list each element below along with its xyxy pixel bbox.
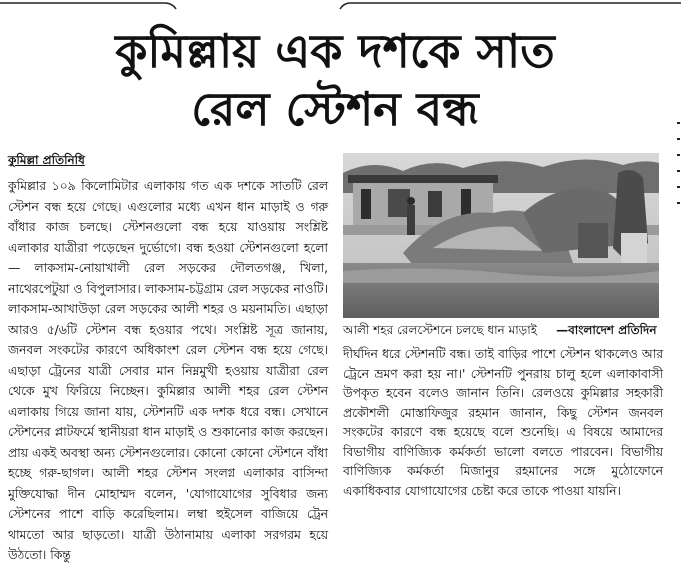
- page-edge-marks: [676, 122, 681, 482]
- article-headline: [20, 22, 650, 138]
- station-photo: [343, 153, 659, 318]
- caption-text: আলী শহর রেলস্টেশনে চলছে ধান মাড়াই: [343, 323, 537, 337]
- top-border-decoration: [0, 0, 681, 10]
- headline-line-2: রেল স্টেশন বন্ধ: [191, 82, 479, 136]
- headline-line-1: কুমিল্লায় এক দশকে সাত: [115, 24, 555, 78]
- caption-credit: —বাংলাদেশ প্রতিদিন: [556, 323, 657, 337]
- article-body-left: কুমিল্লার ১০৯ কিলোমিটার এলাকায় গত এক দশকে সাতটি রেল স্টেশন বন্ধ হয়ে গেছে। এগুলোর মধ্যে এখন ধান মাড়াই ও গরু বাঁধার কাজ চলছে। স্টেশনগুলো বন্ধ হয়ে যাওয়ায় সংশ্লিষ্ট এলাকার যাত্রীরা পড়েছেন দুর্ভোগে। বন্ধ হওয়া স্টেশনগুলো হলো— লাকসাম-নোয়াখালী রেল সড়কের দৌলতগঞ্জ, খিলা, নাথেরপেটুয়া ও বিপুলাসার। লাকসাম-চট্টগ্রাম রেল সড়কের নাওটি। লাকসাম-আখাউড়া রেল সড়কের আলী শহর ও ময়নামতি। এছাড়া আরও ৫/৬টি স্টেশন বন্ধ হওয়ার পথে। সংশ্লিষ্ট সূত্র জানায়, জনবল সংকটের কারণে অধিকাংশ রেল স্টেশন বন্ধ হয়ে গেছে। এছাড়া ট্রেনের যাত্রী সেবার মান নিম্নমুখী হওয়ায় যাত্রীরা রেল থেকে মুখ ফিরিয়ে নিচ্ছেন। কুমিল্লার আলী শহর রেল স্টেশন এলাকায় গিয়ে জানা যায়, স্টেশনটি এক দশক ধরে বন্ধ। সেখানে স্টেশনের প্লাটফর্মে স্থানীয়রা ধান মাড়াই ও শুকানোর কাজ করছেন। প্রায় একই অবস্থা অন্য স্টেশনগুলোর। কোনো কোনো স্টেশনে বাঁধা হচ্ছে গরু-ছাগল। আলী শহর স্টেশন সংলগ্ন এলাকার বাসিন্দা মুক্তিযোদ্ধা দীন মোহাম্মদ বলেন, 'যোগাযোগের সুবিধার জন্য স্টেশনের পাশে বাড়ি করেছিলাম। লম্বা হুইসেল বাজিয়ে ট্রেন থামতো আর ছাড়তো। যাত্রী উঠানামায় এলাকা সরগরম হয়ে উঠতো। কিন্তু: [8, 179, 328, 562]
- article-body-right: দীর্ঘদিন ধরে স্টেশনটি বন্ধ। তাই বাড়ির পাশে স্টেশন থাকলেও আর ট্রেনে ভ্রমণ করা হয় না।' স্টেশনটি পুনরায় চালু হলে এলাকাবাসী উপকৃত হবেন বলেও জানান তিনি। রেলওয়ে কুমিল্লার সহকারী প্রকৌশলী মোস্তাফিজুর রহমান জানান, কিছু স্টেশন জনবল সংকটের কারণে বন্ধ হয়েছে বলে শুনেছি। এ বিষয়ে আমাদের বিভাগীয় বাণিজ্যিক কর্মকর্তা ভালো বলতে পারবেন। বিভাগীয় বাণিজ্যিক কর্মকর্তা মিজানুর রহমানের সঙ্গে মুঠোফোনে একাধিকবার যোগাযোগের চেষ্টা করে তাকে পাওয়া যায়নি।: [343, 347, 663, 498]
- photo-caption: [343, 322, 663, 342]
- byline: কুমিল্লা প্রতিনিধি: [8, 153, 85, 167]
